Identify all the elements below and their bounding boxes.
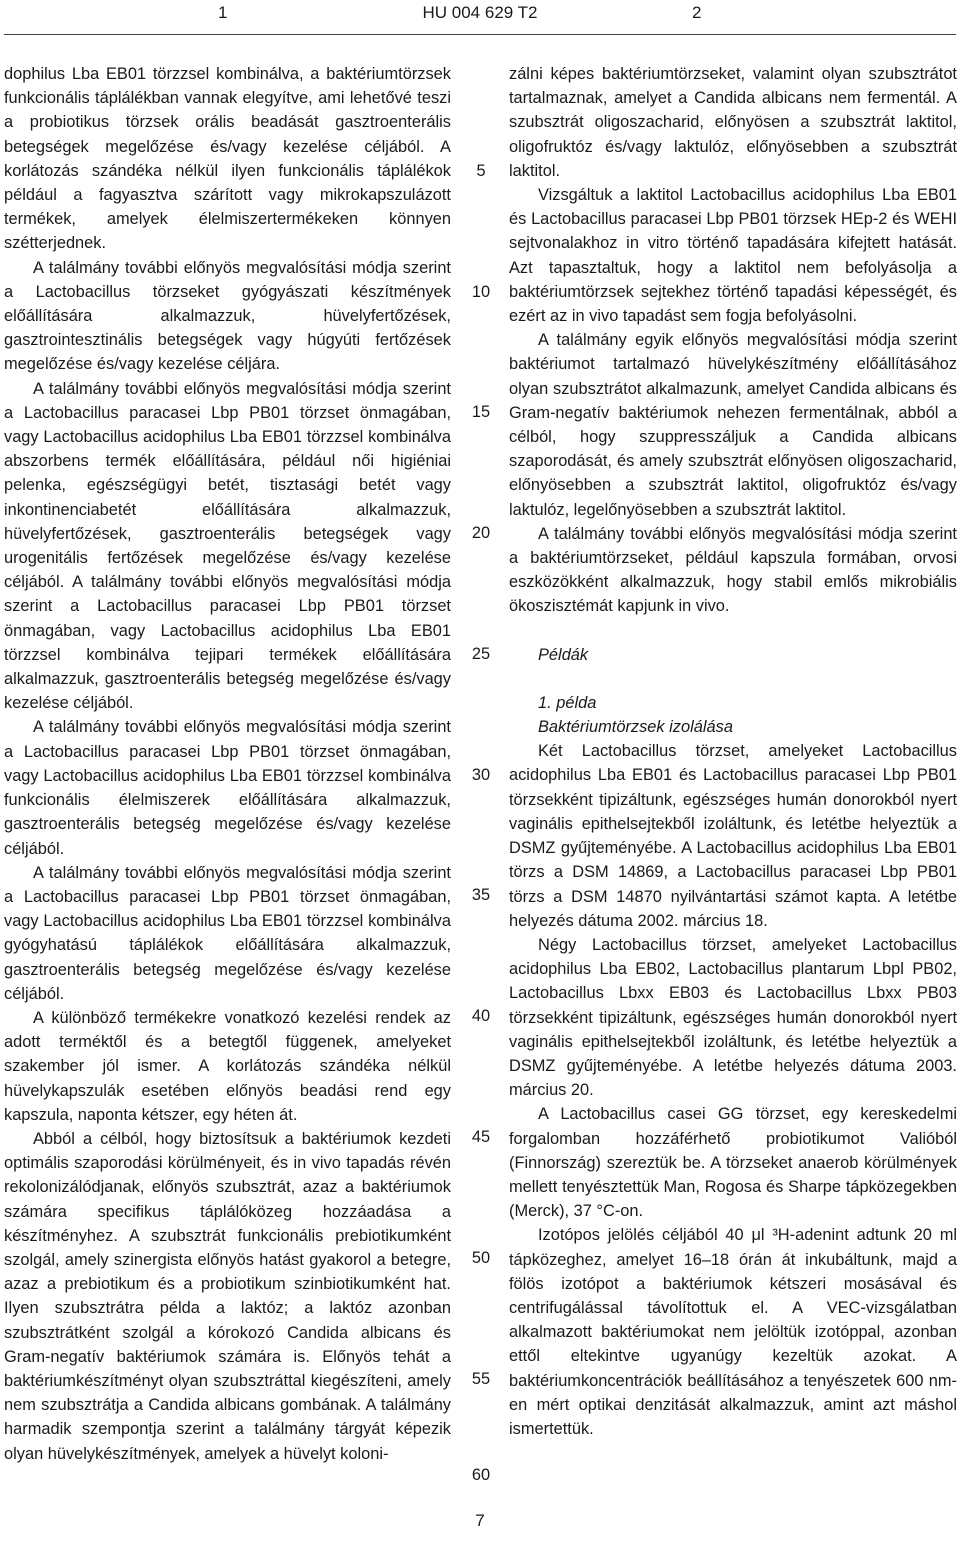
- line-number: 50: [471, 1249, 491, 1267]
- right-paragraph: Vizsgáltuk a laktitol Lactobacillus acidophilus Lba EB01 és Lactobacillus paracasei Lbp PB01 törzsek HEp-2 és WEHI sejtvonalakhoz in vitro történő tapadására kifejtett hatását. Azt tapasztaltuk, hogy a laktitol nem befolyásolja a baktériumtörzsek sejtekhez történő tapadási képességét, és ezért az in vivo tapadást sem fogja befolyásolni.: [509, 186, 957, 326]
- line-number: 45: [471, 1128, 491, 1146]
- line-number: 55: [471, 1370, 491, 1388]
- line-number: 10: [471, 283, 491, 301]
- examples-heading: Példák: [538, 645, 589, 664]
- left-page-number: 1: [218, 3, 228, 22]
- header-rule: [4, 34, 956, 35]
- line-number: 40: [471, 1007, 491, 1025]
- line-number: 60: [471, 1466, 491, 1484]
- right-paragraph: Izotópos jelölés céljából 40 μl ³H-adenint adtunk 20 ml tápközeghez, amelyet 16–18 órán át inkubáltunk, majd a fölös izotópot a baktériumok kétszeri mosásával és centrifugálással távolítottuk el. A VEC-vizsgálatban alkalmazott baktériumokat nem jelöltük izotóppal, azonban ettől eltekintve ugyanúgy kezeltük azokat. A baktériumkoncentrációk beállításához a tenyészetek 600 nm-en mért optikai denzitását alkalmazzuk, amint azt máshol ismertettük.: [509, 1226, 957, 1438]
- left-paragraph: Abból a célból, hogy biztosítsuk a baktériumok kezdeti optimális szaporodási körülményeit, és in vivo tapadás révén rekolonizálódjanak, előnyös szubsztrát, azaz a baktériumok számára specifikus táplálóközeg hozzáadása a készítményhez. A szubsztrát funkcionális prebiotikumként szolgál, amely szinergista előnyös hatást gyakorol a betegre, azaz a prebiotikum és a probiotikum szinbiotikumként hat. Ilyen szubsztrátra példa a laktóz; a laktóz azonban szubsztrátként szolgál a kórokozó Candida albicans és Gram-negatív baktériumok számára is. Előnyös tehát a baktériumkészítményt olyan szubsztráttal kiegészíteni, amely nem szubsztrátja a Candida albicans gombának. A találmány harmadik szempontja szerint a találmány tárgyát képezik olyan hüvelykészítmények, amelyek a hüvelyt koloni-: [4, 1129, 451, 1463]
- line-number: 15: [471, 403, 491, 421]
- left-paragraph: A találmány további előnyös megvalósítási módja szerint a Lactobacillus paracasei Lbp PB01 törzset önmagában, vagy Lactobacillus acidophilus Lba EB01 törzzsel kombinálva abszorbens termék előállítására, például női higiéniai pelenka, egészségügyi betét, tisztasági betét vagy inkontinenciabetét előállítására alkalmazzuk, hüvelyfertőzések, gasztroenterális betegségek vagy urogenitális fertőzések megelőzése és/vagy kezelése céljából. A találmány további előnyös megvalósítási módja szerint a Lactobacillus paracasei Lbp PB01 törzset önmagában, vagy Lactobacillus acidophilus Lba EB01 törzzsel kombinálva tejipari termékek előállítására alkalmazzuk, gasztroenterális betegség megelőzése és/vagy kezelése céljából.: [4, 379, 451, 713]
- right-paragraph: Négy Lactobacillus törzset, amelyeket Lactobacillus acidophilus Lba EB02, Lactobacillus plantarum Lbpl PB02, Lactobacillus Lbxx EB03 és Lactobacillus Lbxx PB03 törzsekként tipizáltunk, egészséges humán donorokból nyert vaginális epithelsejtekből izoláltunk, és letétbe helyeztük a DSMZ gyűjteményébe. A letétbe helyezés dátuma 2003. március 20.: [509, 935, 957, 1100]
- left-paragraph: A különböző termékekre vonatkozó kezelési rendek az adott terméktől és a betegtől függenek, amelyeket szakember jól ismer. A korlátozás szándéka nélkül hüvelykapszulák esetében előnyös beadási rend egy kapszula, naponta kétszer, egy héten át.: [4, 1008, 451, 1124]
- left-paragraph: A találmány további előnyös megvalósítási módja szerint a Lactobacillus paracasei Lbp PB01 törzset önmagában, vagy Lactobacillus acidophilus Lba EB01 törzzsel kombinálva gyógyhatású táplálékok előállítására alkalmazzuk, gasztroenterális betegség megelőzése és/vagy kezelése céljából.: [4, 863, 451, 1003]
- section-spacer: [509, 667, 957, 691]
- left-paragraph: A találmány további előnyös megvalósítási módja szerint a Lactobacillus törzseket gyógyászati készítmények előállítására alkalmazzuk, hüvelyfertőzések, gasztrointesztinális betegségek vagy húgyúti fertőzések megelőzése és/vagy kezelése céljára.: [4, 258, 451, 374]
- right-column: [509, 62, 957, 1441]
- right-page-number: 2: [692, 3, 702, 22]
- right-paragraph: A Lactobacillus casei GG törzset, egy kereskedelmi forgalomban hozzáférhető probiotikumot Valióból (Finnország) szereztük be. A törzseket anaerob körülmények mellett tenyésztettük Man, Rogosa és Sharpe tápközegekben (Merck), 37 °C-on.: [509, 1105, 957, 1221]
- left-paragraph: A találmány további előnyös megvalósítási módja szerint a Lactobacillus paracasei Lbp PB01 törzset önmagában, vagy Lactobacillus acidophilus Lba EB01 törzzsel kombinálva funkcionális élelmiszerek előállítására alkalmazzuk, gasztroenterális betegség megelőzése és/vagy kezelése céljából.: [4, 718, 451, 858]
- line-number: 30: [471, 766, 491, 784]
- line-number: 5: [476, 162, 486, 180]
- line-number: 20: [471, 524, 491, 542]
- right-paragraph: A találmány egyik előnyös megvalósítási módja szerint baktériumot tartalmazó hüvelykészítmény előállításához olyan szubsztrátot alkalmazunk, amelyet Candida albicans és Gram-negatív baktériumok nehezen fermentálnak, abból a célból, hogy szuppresszáljuk a Candida albicans szaporodását, és amely szubsztrát előnyösen oligoszacharid, előnyösebben a szubsztrát laktitol, oligofruktóz és/vagy laktulóz, legelőnyösebben a szubsztrát laktitol.: [509, 331, 957, 519]
- document-title: HU 004 629 T2: [422, 3, 538, 22]
- right-paragraph: zálni képes baktériumtörzseket, valamint olyan szubsztrátot tartalmaznak, amelyet a Candida albicans nem fermentál. A szubsztrát oligoszacharid, előnyösen a szubsztrát laktitol, oligofruktóz és/vagy laktulóz, előnyösebben a szubsztrát laktitol.: [509, 65, 957, 180]
- right-paragraph: A találmány további előnyös megvalósítási módja szerint a baktériumtörzseket, például kapszula formában, orvosi eszközökként alkalmazzuk, hogy stabil emlős mikrobiális ökoszisztémát kapjunk in vivo.: [509, 524, 957, 616]
- line-number: 25: [471, 645, 491, 663]
- left-paragraph: dophilus Lba EB01 törzzsel kombinálva, a baktériumtörzsek funkcionális táplálékban vannak elegyítve, ami lehetővé teszi a probiotikus törzsek orális beadását gasztroenterális betegségek megelőzése és/vagy kezelése céljából. A korlátozás szándéka nélkül ilyen funkcionális táplálékok például a fagyasztva szárított vagy mikrokapszulázott termékek, amelyek élelmiszertermékeken könnyen szétterjednek.: [4, 65, 451, 253]
- page-footer-number: 7: [475, 1511, 485, 1530]
- example-1-heading: 1. példa: [538, 693, 597, 712]
- example-1-subheading: Baktériumtörzsek izolálása: [538, 718, 733, 737]
- left-column: [4, 62, 451, 1466]
- line-number: 35: [471, 886, 491, 904]
- section-spacer: [509, 619, 957, 643]
- right-paragraph: Két Lactobacillus törzset, amelyeket Lactobacillus acidophilus Lba EB01 és Lactobacillus paracasei Lbp PB01 törzsekként tipizáltunk, egészséges humán donorokból nyert vaginális epithelsejtekből izoláltunk, és letétbe helyeztük a DSMZ gyűjteményébe. A Lactobacillus acidophilus Lba EB01 törzs a DSM 14869, a Lactobacillus paracasei Lbp PB01 törzs a DSM 14870 nyilvántartási számot kapta. A letétbe helyezés dátuma 2002. március 18.: [509, 742, 957, 930]
